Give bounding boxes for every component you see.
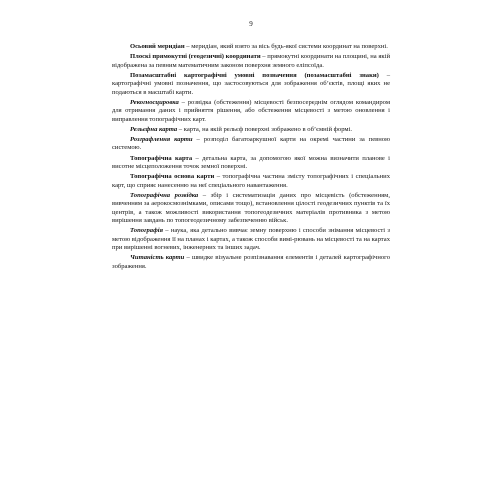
glossary-entry: [112, 192, 390, 226]
glossary-term: Топографія: [130, 227, 164, 235]
glossary-term: Топографічна основа карти: [130, 173, 215, 181]
glossary-term: Читаність карти: [130, 254, 185, 262]
glossary: [112, 43, 390, 271]
glossary-entry: [112, 53, 390, 70]
glossary-term: Топографічна розвідка: [130, 191, 199, 199]
glossary-definition: – розвідка (обстеження) місцевості безпосереднім оглядом командиром для отримання даних і прийняття рішення, або обстеження місцевості з метою оновлення і виправлення топографічних карт.: [112, 98, 390, 123]
glossary-definition: – детальна карта, за допомогою якої можна визначити планове і висотне місцеположення точок земної поверхні.: [112, 154, 390, 171]
glossary-entry: [112, 155, 390, 172]
glossary-entry: [112, 99, 390, 125]
glossary-definition: – наука, яка детально вивчає земну поверхню і способи знімання місцевості з метою відображення її на планах і картах, а також способи вимі-рювань на місцевості та на картах при вирішенні вогневих, інженерних та інших задач.: [112, 227, 390, 252]
glossary-definition: – прямокутні координати на площині, на якій відображена за певним математичним законом поверхня земного еліпсоїда.: [112, 53, 390, 69]
glossary-term: Позамасштабні картографічні умовні позначення (позамасштабні знаки): [130, 71, 379, 79]
glossary-entry: [112, 227, 390, 253]
glossary-entry: [112, 136, 390, 153]
glossary-entry: [112, 173, 390, 190]
glossary-term: Топографічна карта: [130, 154, 193, 162]
glossary-definition: – картографічні умовні позначення, що застосовуються для зображення об’єктів, площі яких не подаються в масштабі карти.: [112, 71, 390, 96]
glossary-term: Розграфлення карти: [130, 135, 193, 143]
glossary-definition: – топографічна частина змісту топографічних і спеціальних карт, що сприяє нанесенню на неї спеціального навантаження.: [112, 173, 390, 189]
glossary-entry: [112, 126, 390, 135]
glossary-entry: [112, 72, 390, 98]
glossary-entry: [112, 254, 390, 271]
glossary-definition: – швидке візуальне розпізнавання елементів і деталей картографічного зображення.: [112, 254, 391, 270]
glossary-term: Осьовий меридіан: [130, 43, 185, 50]
glossary-definition: – меридіан, який взято за вісь будь-якої системи координат на поверхні.: [184, 43, 388, 50]
glossary-definition: – збір і систематизація даних про місцевість (обстеженням, вивченням за аерокосмознімками, описами тощо), встановлення цілості геодезичних пунктів та їх центрів, а також можливості використання топогеодезичних матеріалів противника з метою вирішення завдань по топогеодезичному забезпеченню військ.: [112, 191, 390, 225]
glossary-term: Рекогносцировка: [130, 98, 179, 106]
glossary-term: Плоскі прямокутні (геодезичні) координати: [130, 53, 261, 61]
glossary-entry: [112, 43, 390, 52]
glossary-definition: – розподіл багатоаркушної карти на окремі частини за певною системою.: [112, 135, 391, 152]
glossary-definition: – карта, на якій рельєф поверхні зображено в об’ємній формі.: [177, 125, 353, 133]
glossary-term: Рельєфна карта: [130, 125, 178, 133]
page-number: 9: [249, 20, 253, 28]
